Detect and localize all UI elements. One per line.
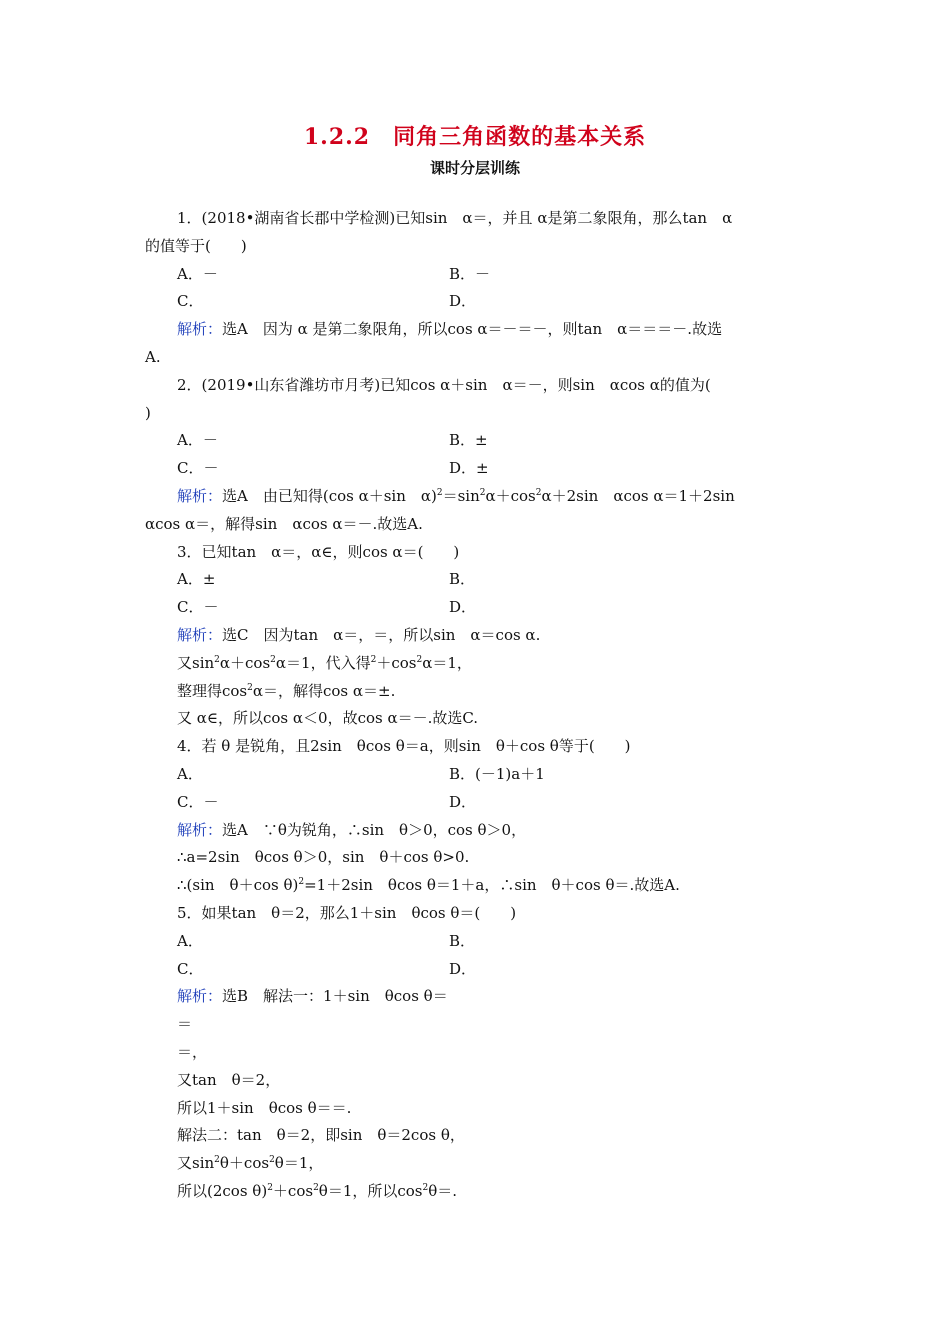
q1-option-b: B．－ (449, 264, 491, 283)
q3-part: ＋cos (376, 653, 417, 672)
q5-part: θ＝. (428, 1181, 458, 1200)
q5-part: θ＝1，所以cos (318, 1181, 423, 1200)
exponent: 2 (214, 1155, 220, 1166)
q2-option-b: B．± (449, 431, 488, 450)
q5-part: θ＝1， (274, 1154, 324, 1173)
q3-part: 又sin (177, 653, 215, 672)
q1-analysis-line1 (145, 316, 810, 344)
q3-analysis-line4: 又 α∈，所以cos α＜0，故cos α＝－.故选C. (177, 709, 479, 728)
q2-analysis-part: α＋2sin αcos α＝1＋2sin (541, 486, 735, 505)
q5-analysis-line6: 解法二：tan θ＝2，即sin θ＝2cos θ， (177, 1126, 465, 1145)
q5-part: θ＋cos (219, 1154, 270, 1173)
q3-part: α＝1， (422, 653, 472, 672)
q5-analysis-line1 (145, 983, 810, 1011)
exponent: 2 (416, 654, 423, 665)
q2-analysis-line1 (145, 483, 810, 511)
q5-options-cd (145, 956, 810, 984)
q1-stem-line1: 1．(2018•湖南省长郡中学检测)已知sin α＝，并且 α是第二象限角，那么tan α (177, 209, 733, 227)
q5-analysis-text: 选B 解法一：1＋sin θcos θ＝ (222, 987, 448, 1006)
q5-stem: 5．如果tan θ＝2，那么1＋sin θcos θ＝( ) (177, 903, 517, 922)
q4-options-cd (145, 789, 810, 817)
q4-analysis-line1 (145, 817, 810, 845)
q5-analysis-line8 (145, 1178, 810, 1206)
q2-options-ab (145, 427, 810, 455)
q3-analysis-text: 选C 因为tan α＝，＝，所以sin α＝cos α. (222, 625, 541, 644)
q4-analysis-text: 选A ∵θ为锐角，∴sin θ＞0，cos θ＞0， (222, 820, 527, 839)
q2-option-c: C．－ (177, 459, 219, 478)
exponent: 2 (535, 487, 542, 498)
q4-part: ∴(sin θ＋cos θ) (177, 876, 299, 895)
q3-analysis-line2 (145, 650, 810, 678)
q2-analysis-part: α＋cos (485, 486, 536, 505)
q5-part: 又sin (177, 1154, 215, 1173)
page-subtitle: 课时分层训练 (429, 159, 520, 177)
exponent: 2 (370, 654, 377, 665)
q1-options-cd (145, 288, 810, 316)
q3-analysis-line1 (145, 622, 810, 650)
q3-option-b: B． (449, 570, 476, 589)
analysis-label: 解析： (177, 625, 223, 644)
analysis-label: 解析： (177, 820, 223, 839)
q1-analysis-line2: A. (145, 347, 161, 366)
q3-option-a: A．± (177, 570, 216, 589)
exercise-content (145, 205, 810, 1206)
exponent: 2 (270, 654, 276, 665)
q4-option-d: D． (449, 792, 477, 811)
q5-analysis-line7 (145, 1150, 810, 1178)
q2-analysis-part: ＝sin (442, 486, 480, 505)
page-title: 1.2.2 同角三角函数的基本关系 (303, 124, 647, 150)
exponent: 2 (479, 487, 486, 498)
q3-part: α＋cos (219, 653, 271, 672)
q4-analysis-line3 (145, 872, 810, 900)
q2-analysis-part: 选A 由已知得(cos α＋sin α) (222, 486, 437, 505)
q4-options-ab (145, 761, 810, 789)
exponent: 2 (269, 1155, 275, 1166)
q5-option-b: B． (449, 931, 476, 950)
q3-analysis-line3 (145, 678, 810, 706)
q1-option-c: C． (177, 292, 204, 311)
q4-analysis-line2: ∴a=2sin θcos θ＞0，sin θ＋cos θ>0. (177, 848, 470, 867)
exponent: 2 (247, 682, 253, 693)
q4-option-a: A． (177, 764, 203, 783)
exponent: 2 (298, 877, 305, 888)
exponent: 2 (214, 654, 220, 665)
exponent: 2 (422, 1182, 429, 1193)
q2-stem-line1: 2．(2019•山东省潍坊市月考)已知cos α＋sin α＝－，则sin αcos α的值为( (177, 375, 711, 394)
q5-part: ＋cos (272, 1181, 314, 1200)
q4-part: =1＋2sin θcos θ＝1＋a，∴sin θ＋cos θ＝.故选A. (304, 876, 680, 895)
q1-stem-line2: 的值等于( ) (145, 236, 247, 255)
q2-analysis-line2: αcos α＝，解得sin αcos α＝－.故选A. (145, 514, 423, 533)
q1-option-d: D． (449, 292, 477, 311)
q2-option-a: A．－ (177, 431, 218, 450)
exponent: 2 (267, 1182, 273, 1193)
q5-options-ab (145, 928, 810, 956)
q5-part: 所以(2cos θ) (177, 1181, 268, 1200)
q1-options-ab (145, 261, 810, 289)
q1-option-a: A．－ (177, 264, 218, 283)
analysis-label: 解析： (177, 486, 223, 505)
exponent: 2 (436, 487, 443, 498)
q3-part: α＝，解得cos α＝±. (252, 681, 396, 700)
q4-option-b: B．(－1)a＋1 (449, 764, 545, 783)
q5-analysis-line4: 又tan θ＝2， (177, 1070, 281, 1089)
q5-analysis-line2: ＝ (177, 1015, 193, 1034)
q3-options-ab (145, 566, 810, 594)
q3-option-d: D． (449, 598, 477, 617)
analysis-label: 解析： (177, 987, 223, 1006)
q1-analysis-text: 选A 因为 α 是第二象限角，所以cos α＝－＝－，则tan α＝＝＝－.故选 (222, 320, 723, 339)
q5-option-a: A． (177, 931, 203, 950)
q5-analysis-line5: 所以1＋sin θcos θ＝＝. (177, 1098, 352, 1117)
q2-options-cd (145, 455, 810, 483)
q3-option-c: C．－ (177, 598, 219, 617)
q2-option-d: D．± (449, 459, 489, 478)
q3-options-cd (145, 594, 810, 622)
q5-analysis-line3: ＝， (177, 1042, 208, 1061)
q5-option-d: D． (449, 959, 477, 978)
q3-part: α＝1，代入得 (275, 653, 371, 672)
analysis-label: 解析： (177, 320, 223, 339)
q4-option-c: C．－ (177, 792, 219, 811)
q2-stem-line2: ) (145, 403, 151, 422)
q5-option-c: C． (177, 959, 204, 978)
q3-part: 整理得cos (177, 681, 248, 700)
exponent: 2 (313, 1182, 319, 1193)
q4-stem: 4．若 θ 是锐角，且2sin θcos θ＝a，则sin θ＋cos θ等于( ) (177, 737, 631, 756)
q3-stem: 3．已知tan α＝，α∈，则cos α＝( ) (177, 542, 460, 561)
